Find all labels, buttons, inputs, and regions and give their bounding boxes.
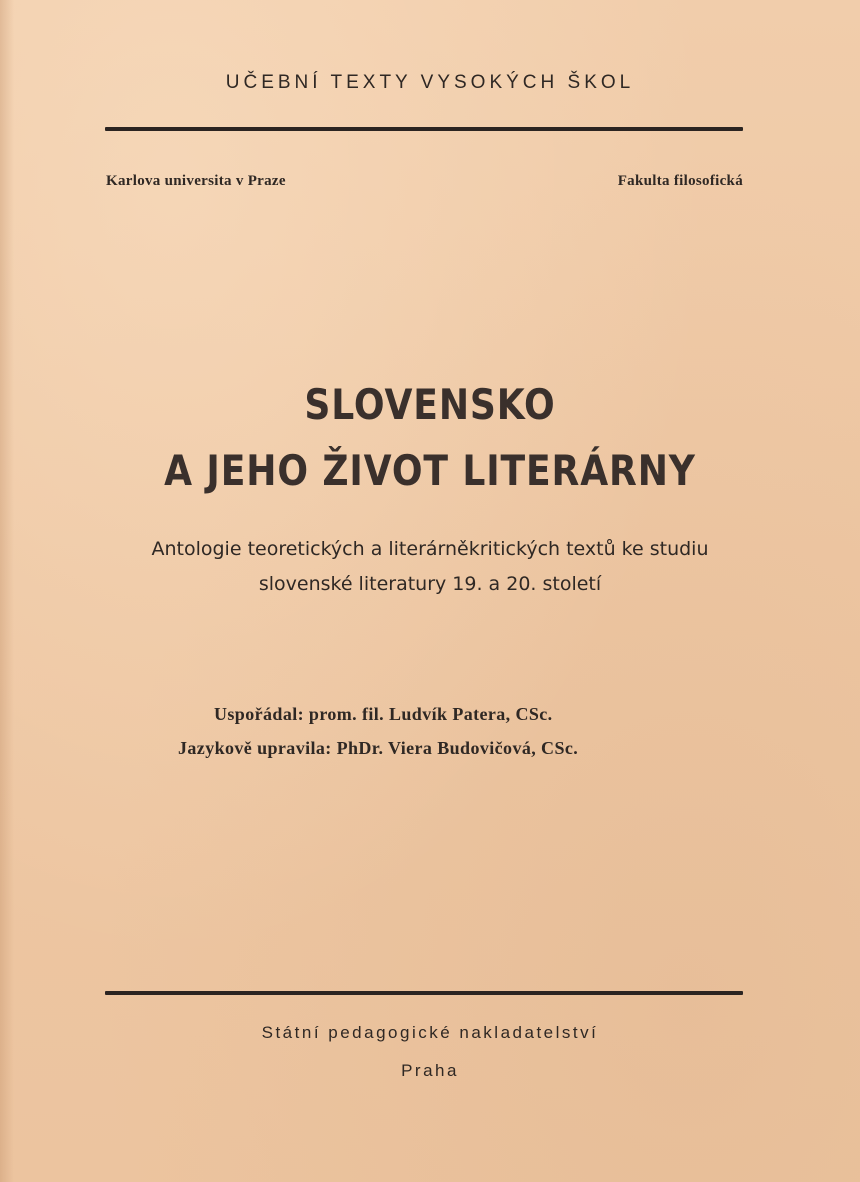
publisher-city: Praha <box>401 1061 459 1080</box>
subtitle-line-2: slovenské literatury 19. a 20. století <box>258 573 602 595</box>
editor-credit: Uspořádal: prom. fil. Ludvík Patera, CSc. <box>214 704 553 724</box>
faculty-name: Fakulta filosofická <box>617 173 743 189</box>
book-title-line-2: A JEHO ŽIVOT LITERÁRNY <box>164 446 696 495</box>
book-title-line-1: SLOVENSKO <box>304 380 556 429</box>
publisher-name: Státní pedagogické nakladatelství <box>261 1023 599 1042</box>
subtitle-line-1: Antologie teoretických a literárněkritických textů ke studiu <box>151 538 709 560</box>
language-editor-credit: Jazykově upravila: PhDr. Viera Budovičová, CSc. <box>178 738 579 758</box>
bottom-divider <box>105 991 743 995</box>
university-name: Karlova universita v Praze <box>106 173 286 189</box>
series-title: UČEBNÍ TEXTY VYSOKÝCH ŠKOL <box>225 72 635 93</box>
top-divider <box>105 127 743 131</box>
